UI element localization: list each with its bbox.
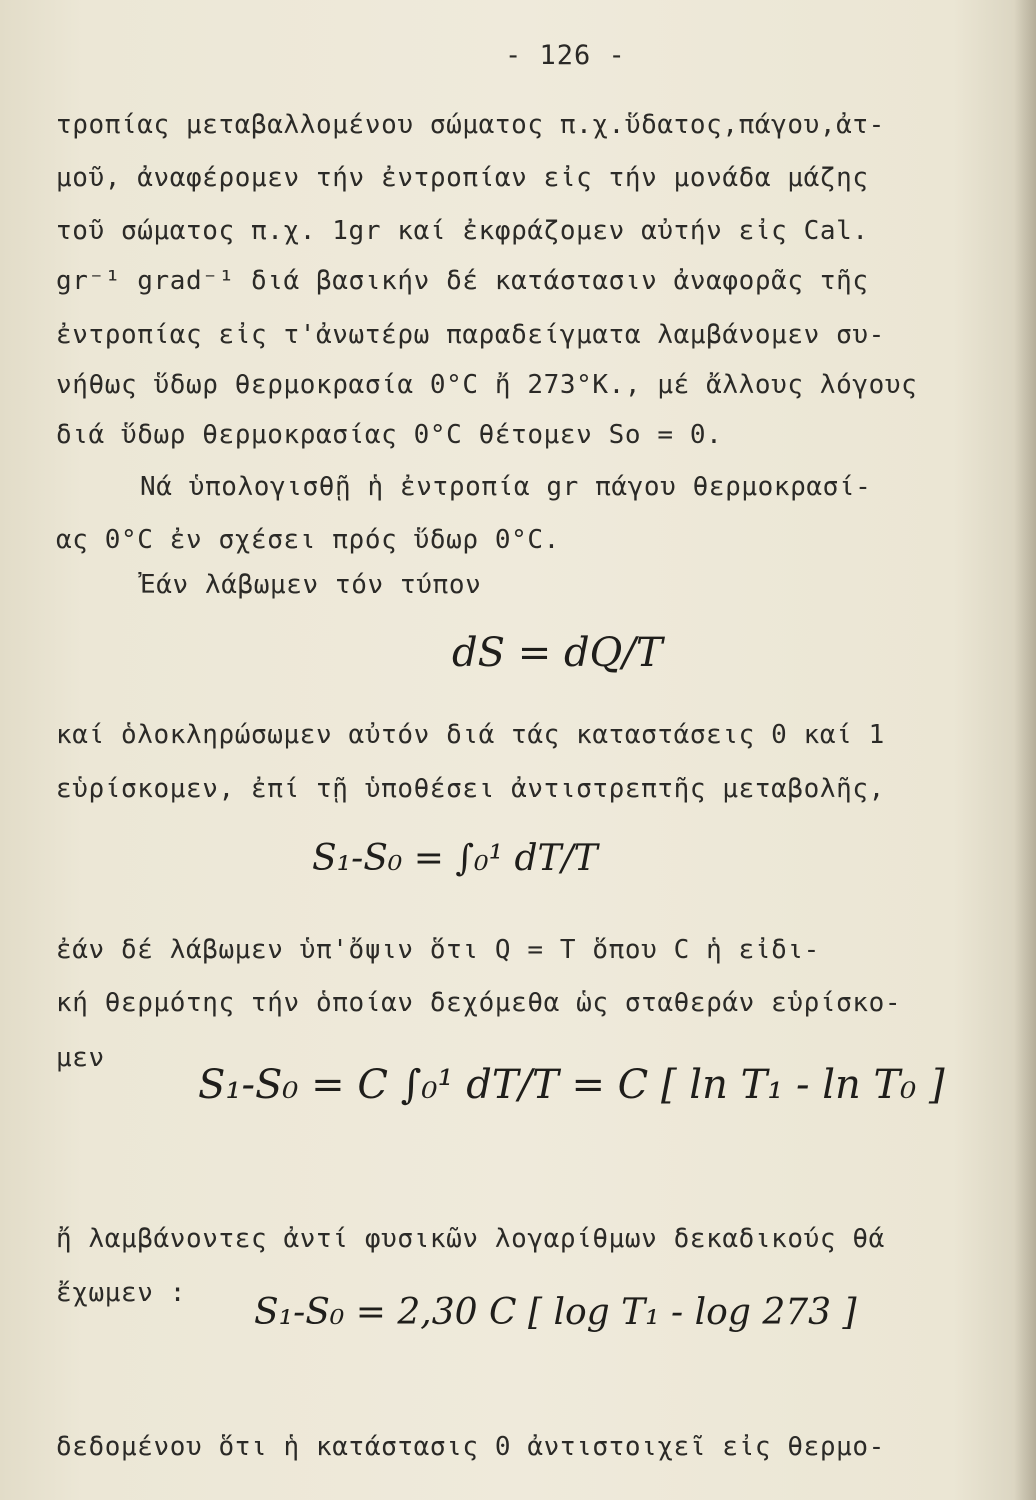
text-line: κή θερμότης τήν ὁποίαν δεχόμεθα ὡς σταθεράν εὑρίσκο- [56,988,902,1018]
text-line: ἐντροπίας εἰς τ'ἀνωτέρω παραδείγματα λαμβάνομεν συ- [56,320,885,350]
text-line: μοῦ, ἀναφέρομεν τήν ἐντροπίαν εἰς τήν μονάδα μάζης [56,163,869,193]
text-line: Νά ὑπολογισθῇ ἡ ἐντροπία gr πάγου θερμοκρασί- [140,472,872,502]
text-line: ἔχωμεν : [56,1278,187,1308]
text-line: ἤ λαμβάνοντες ἀντί φυσικῶν λογαρίθμων δεκαδικούς θά [56,1224,885,1254]
text-line: καί ὁλοκληρώσωμεν αὐτόν διά τάς καταστάσεις 0 καί 1 [56,720,885,750]
equation-integral: S₁-S₀ = ∫₀¹ dT/T [312,838,598,879]
page-number: - 126 - [505,40,626,71]
text-line: νήθως ὕδωρ θερμοκρασία 0°C ἤ 273°K., μέ ἄλλους λόγους [56,370,918,400]
text-line: τοῦ σώματος π.χ. 1gr καί ἐκφράζομεν αὐτήν εἰς Cal. [56,216,869,246]
text-line: δεδομένου ὅτι ἡ κατάστασις 0 ἀντιστοιχεῖ εἰς θερμο- [56,1432,885,1462]
equation-ds: dS = dQ/T [452,630,663,676]
equation-log: S₁-S₀ = 2,30 C [ log T₁ - log 273 ] [254,1292,857,1333]
text-line: τροπίας μεταβαλλομένου σώματος π.χ.ὕδατος,πάγου,ἀτ- [56,110,885,140]
text-line: ας 0°C ἐν σχέσει πρός ὕδωρ 0°C. [56,525,560,555]
text-line: ἐάν δέ λάβωμεν ὑπ'ὄψιν ὅτι Q = T ὅπου C ἡ εἰδι- [56,935,820,965]
text-line: Ἐάν λάβωμεν τόν τύπον [140,570,482,600]
text-line: εὑρίσκομεν, ἐπί τῇ ὑποθέσει ἀντιστρεπτῆς μεταβολῆς, [56,774,885,804]
text-line: διά ὕδωρ θερμοκρασίας 0°C θέτομεν So = 0. [56,420,723,450]
page-edge-shadow [1014,0,1036,1500]
text-line: μεν [56,1043,105,1073]
text-line: gr⁻¹ grad⁻¹ διά βασικήν δέ κατάστασιν ἀναφορᾶς τῆς [56,266,869,296]
equation-ln: S₁-S₀ = C ∫₀¹ dT/T = C [ ln T₁ - ln T₀ ] [198,1062,945,1108]
